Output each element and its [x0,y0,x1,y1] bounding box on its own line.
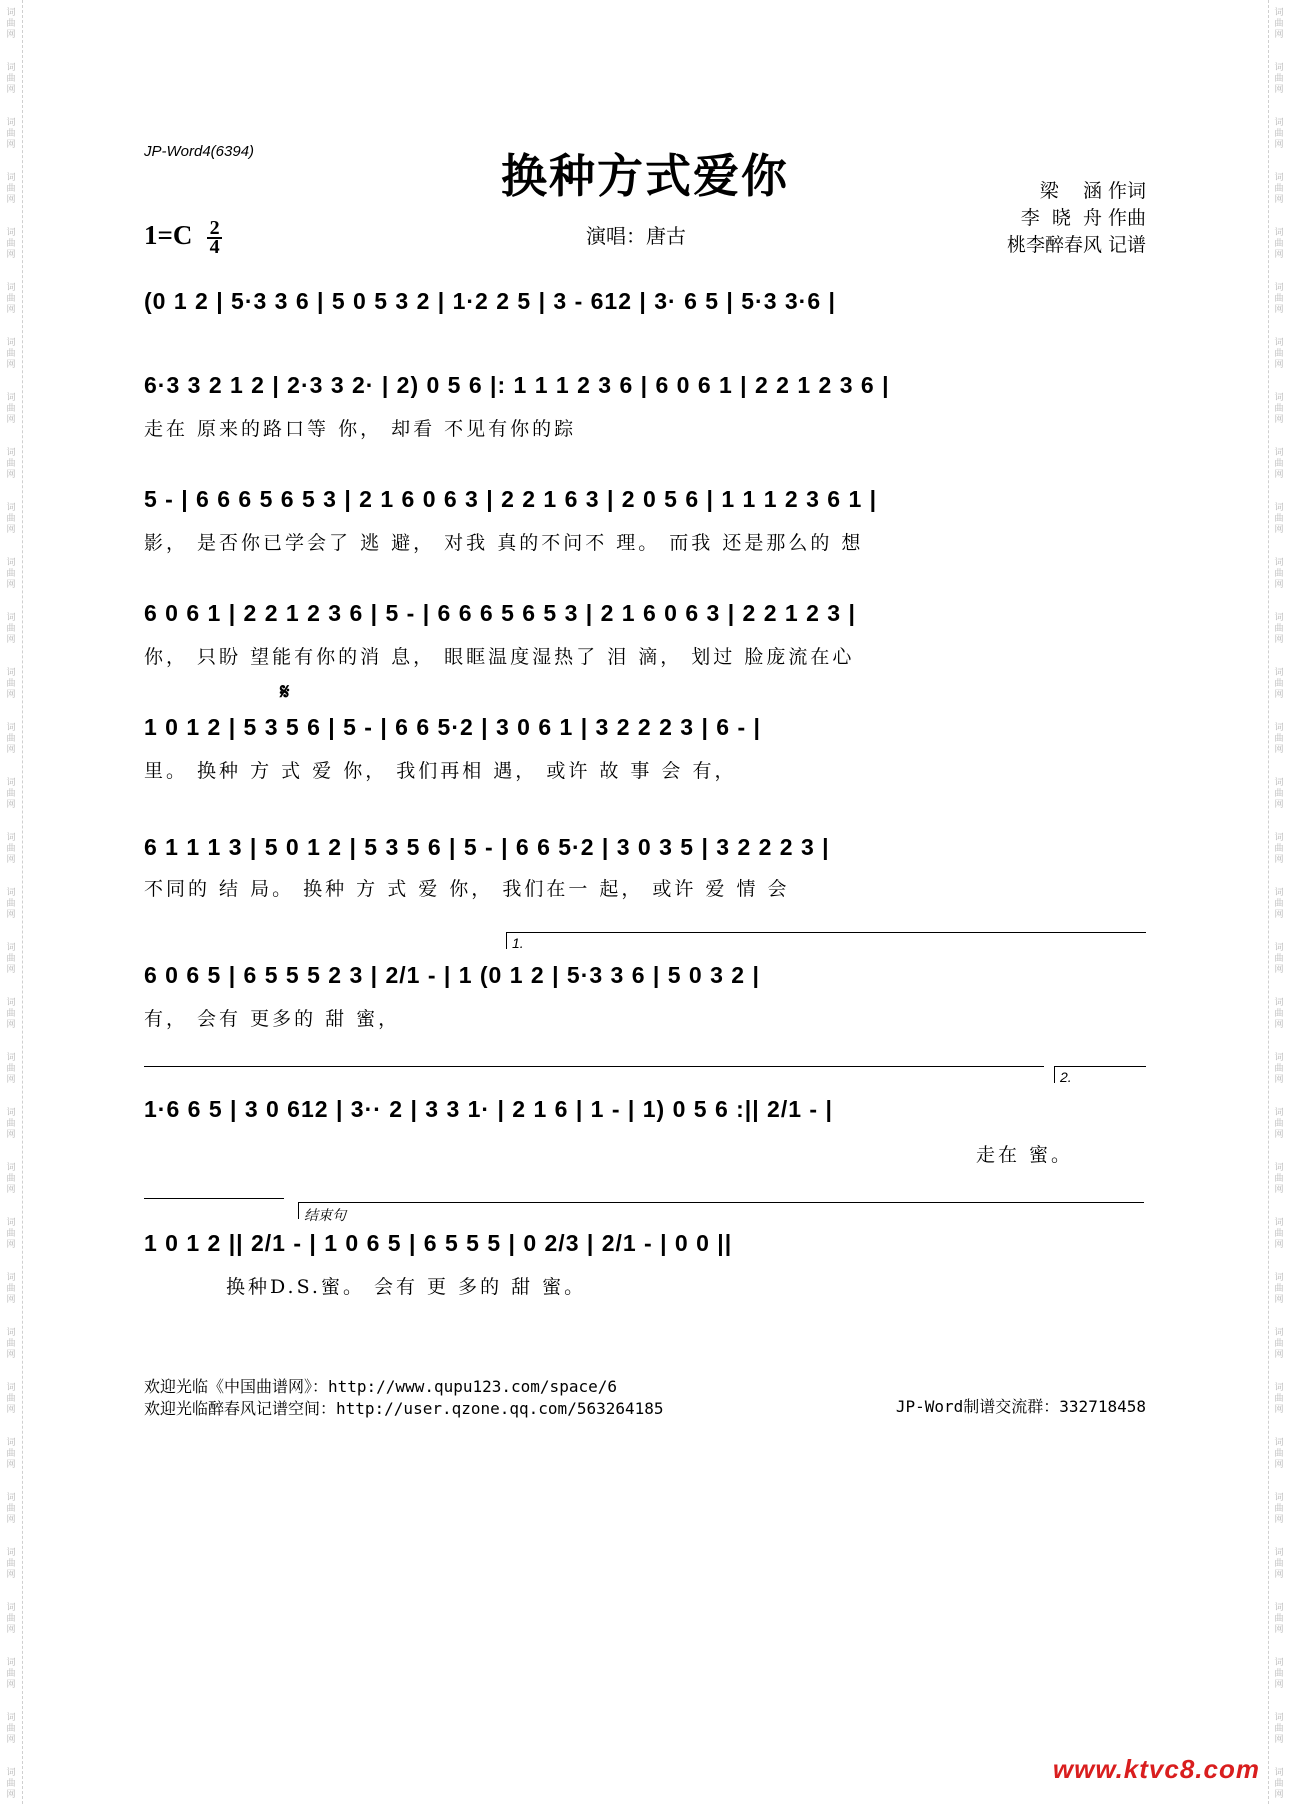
side-watermark-text: 词 曲 网 [6,1163,16,1195]
side-watermark-text: 词 曲 网 [6,1493,16,1525]
notation-line-4: 6 0 6 1 | 2 2 1 2 3 6 | 5 - | 6 6 6 5 6 5 3 | 2 1 6 0 6 3 | 2 2 1 2 3 | [144,600,856,626]
side-watermark-text: 词 曲 网 [1274,1658,1284,1690]
footer-links [144,1376,664,1420]
side-watermark-text: 词 曲 网 [6,1328,16,1360]
first-ending-bracket [506,932,1146,951]
composer-credit: 李 晓 舟 作曲 [1020,207,1146,229]
side-watermark-text: 词 曲 网 [6,558,16,590]
lyric-line-8: 走在 蜜。 [976,1144,1074,1166]
side-watermark-text: 词 曲 网 [1274,1383,1284,1415]
side-watermark-text: 词 曲 网 [1274,943,1284,975]
side-watermark-text: 词 曲 网 [6,228,16,260]
lyric-line-4: 你， 只盼 望能有你的消 息， 眼眶温度湿热了 泪 滴， 划过 脸庞流在心 [144,646,855,668]
side-watermark-text: 词 曲 网 [6,448,16,480]
side-watermark-text: 词 曲 网 [6,1548,16,1580]
side-watermark-text: 词 曲 网 [6,1108,16,1140]
notation-line-7: 6 0 6 5 | 6 5 5 5 2 3 | 2/1 - | 1 (0 1 2 | 5·3 3 6 | 5 0 3 2 | [144,962,760,988]
side-watermark-text: 词 曲 网 [6,393,16,425]
side-watermark-text: 词 曲 网 [1274,1273,1284,1305]
side-watermark-text: 词 曲 网 [1274,63,1284,95]
lyricist-credit: 梁 涵 作词 [1039,180,1146,202]
song-title: 换种方式爱你 [501,149,789,203]
side-watermark-text: 词 曲 网 [6,283,16,315]
side-watermark-text: 词 曲 网 [6,63,16,95]
side-watermark-text: 词 曲 网 [6,1438,16,1470]
singer: 演唱：唐古 [586,224,686,248]
time-top: 2 [209,217,220,239]
footer-link-qupu[interactable]: 欢迎光临《中国曲谱网》：http://www.qupu123.com/space/6 [144,1377,617,1396]
side-watermark-text: 词 曲 网 [1274,1713,1284,1745]
side-watermark-text: 词 曲 网 [6,1273,16,1305]
side-watermark-text: 词 曲 网 [1274,283,1284,315]
side-watermark-text: 词 曲 网 [1274,118,1284,150]
notation-line-8: 1·6 6 5 | 3 0 612 | 3·· 2 | 3 3 1· | 2 1 6 | 1 - | 1) 0 5 6 :|| 2/1 - | [144,1096,833,1122]
lyric-line-3: 影， 是否你已学会了 逃 避， 对我 真的不问不 理。 而我 还是那么的 想 [144,532,864,554]
time-signature [207,217,222,258]
side-watermark-text: 词 曲 网 [1274,888,1284,920]
second-ending-continuation [144,1198,284,1199]
side-watermark-text: 词 曲 网 [6,173,16,205]
second-ending-label: 2. [1060,1069,1072,1085]
side-watermark-text: 词 曲 网 [6,1053,16,1085]
side-watermark-text: 词 曲 网 [6,1768,16,1800]
footer-link-qzone[interactable]: 欢迎光临醉春风记谱空间：http://user.qzone.qq.com/563264185 [144,1399,664,1418]
site-watermark[interactable]: www.ktvc8.com [1052,1754,1260,1784]
side-watermark-text: 词 曲 网 [1274,1493,1284,1525]
side-watermark-text: 词 曲 网 [6,1218,16,1250]
side-watermark-text: 词 曲 网 [6,668,16,700]
lyric-line-7: 有， 会有 更多的 甜 蜜， [144,1008,401,1030]
side-watermark-text: 词 曲 网 [1274,503,1284,535]
side-watermark-text: 词 曲 网 [6,613,16,645]
footer-group: JP-Word制谱交流群：332718458 [895,1397,1146,1416]
side-watermark-text: 词 曲 网 [1274,1603,1284,1635]
side-watermark-text: 词 曲 网 [1274,173,1284,205]
segno-sign: 𝄋 [280,680,290,705]
side-watermark-text: 词 曲 网 [1274,228,1284,260]
first-ending-label: 1. [512,935,524,951]
key-signature [144,217,222,258]
lyric-line-6: 不同的 结 局。 换种 方 式 爱 你， 我们在一 起， 或许 爱 情 会 [144,878,790,900]
side-watermark-text: 词 曲 网 [1274,1768,1284,1800]
side-watermark-text: 词 曲 网 [1274,613,1284,645]
coda-label: 结束句 [304,1207,346,1223]
side-watermark-text: 词 曲 网 [6,833,16,865]
side-watermark-text: 词 曲 网 [6,998,16,1030]
side-watermark-text: 词 曲 网 [1274,393,1284,425]
notation-line-3: 5 - | 6 6 6 5 6 5 3 | 2 1 6 0 6 3 | 2 2 1 6 3 | 2 0 5 6 | 1 1 1 2 3 6 1 | [144,486,878,512]
time-bottom: 4 [209,236,220,258]
side-watermark-text: 词 曲 网 [1274,998,1284,1030]
side-watermark-text: 词 曲 网 [6,338,16,370]
side-watermark-text: 词 曲 网 [1274,833,1284,865]
key-label: 1=C [144,220,193,251]
side-watermark-text: 词 曲 网 [1274,1438,1284,1470]
side-watermark-text: 词 曲 网 [1274,558,1284,590]
transcriber-credit: 桃李醉春风 记谱 [1006,234,1146,256]
side-watermark-text: 词 曲 网 [1274,1053,1284,1085]
app-tag: JP-Word4(6394) [144,143,255,160]
first-ending-continuation [144,1066,1044,1067]
side-watermark-right [1268,0,1290,1804]
side-watermark-text: 词 曲 网 [6,1713,16,1745]
side-watermark-text: 词 曲 网 [6,888,16,920]
side-watermark-text: 词 曲 网 [1274,778,1284,810]
side-watermark-text: 词 曲 网 [1274,1108,1284,1140]
side-watermark-text: 词 曲 网 [6,1658,16,1690]
coda-bracket [298,1202,1144,1223]
side-watermark-text: 词 曲 网 [6,1603,16,1635]
credits [1007,178,1146,259]
side-watermark-text: 词 曲 网 [1274,338,1284,370]
side-watermark-text: 词 曲 网 [6,1383,16,1415]
notation-line-5: 1 0 1 2 | 5 3 5 6 | 5 - | 6 6 5·2 | 3 0 6 1 | 3 2 2 2 3 | 6 - | [144,714,761,740]
side-watermark-text: 词 曲 网 [6,723,16,755]
side-watermark-text: 词 曲 网 [1274,668,1284,700]
side-watermark-text: 词 曲 网 [1274,8,1284,40]
side-watermark-text: 词 曲 网 [1274,1218,1284,1250]
side-watermark-text: 词 曲 网 [6,778,16,810]
side-watermark-text: 词 曲 网 [1274,1548,1284,1580]
side-watermark-text: 词 曲 网 [6,8,16,40]
side-watermark-text: 词 曲 网 [6,118,16,150]
notation-line-6: 6 1 1 1 3 | 5 0 1 2 | 5 3 5 6 | 5 - | 6 6 5·2 | 3 0 3 5 | 3 2 2 2 3 | [144,834,830,860]
lyric-line-2: 走在 原来的路口等 你， 却看 不见有你的踪 [144,418,577,440]
lyric-line-5: 里。 换种 方 式 爱 你， 我们再相 遇， 或许 故 事 会 有， [144,760,737,782]
notation-line-9: 1 0 1 2 || 2/1 - | 1 0 6 5 | 6 5 5 5 | 0 2/3 | 2/1 - | 0 0 || [144,1230,733,1256]
lyric-line-9: 换种D.S.蜜。 会有 更 多的 甜 蜜。 [226,1276,587,1298]
notation-line-1: (0 1 2 | 5·3 3 6 | 5 0 5 3 2 | 1·2 2 5 | 3 - 612 | 3· 6 5 | 5·3 3·6 | [144,288,836,314]
side-watermark-text: 词 曲 网 [1274,723,1284,755]
side-watermark-text: 词 曲 网 [6,943,16,975]
side-watermark-text: 词 曲 网 [1274,1163,1284,1195]
second-ending-bracket [1054,1066,1146,1085]
side-watermark-text: 词 曲 网 [6,503,16,535]
side-watermark-left [0,0,22,1804]
side-watermark-text: 词 曲 网 [1274,1328,1284,1360]
notation-line-2: 6·3 3 2 1 2 | 2·3 3 2· | 2) 0 5 6 |: 1 1 1 2 3 6 | 6 0 6 1 | 2 2 1 2 3 6 | [144,372,890,398]
side-watermark-text: 词 曲 网 [1274,448,1284,480]
